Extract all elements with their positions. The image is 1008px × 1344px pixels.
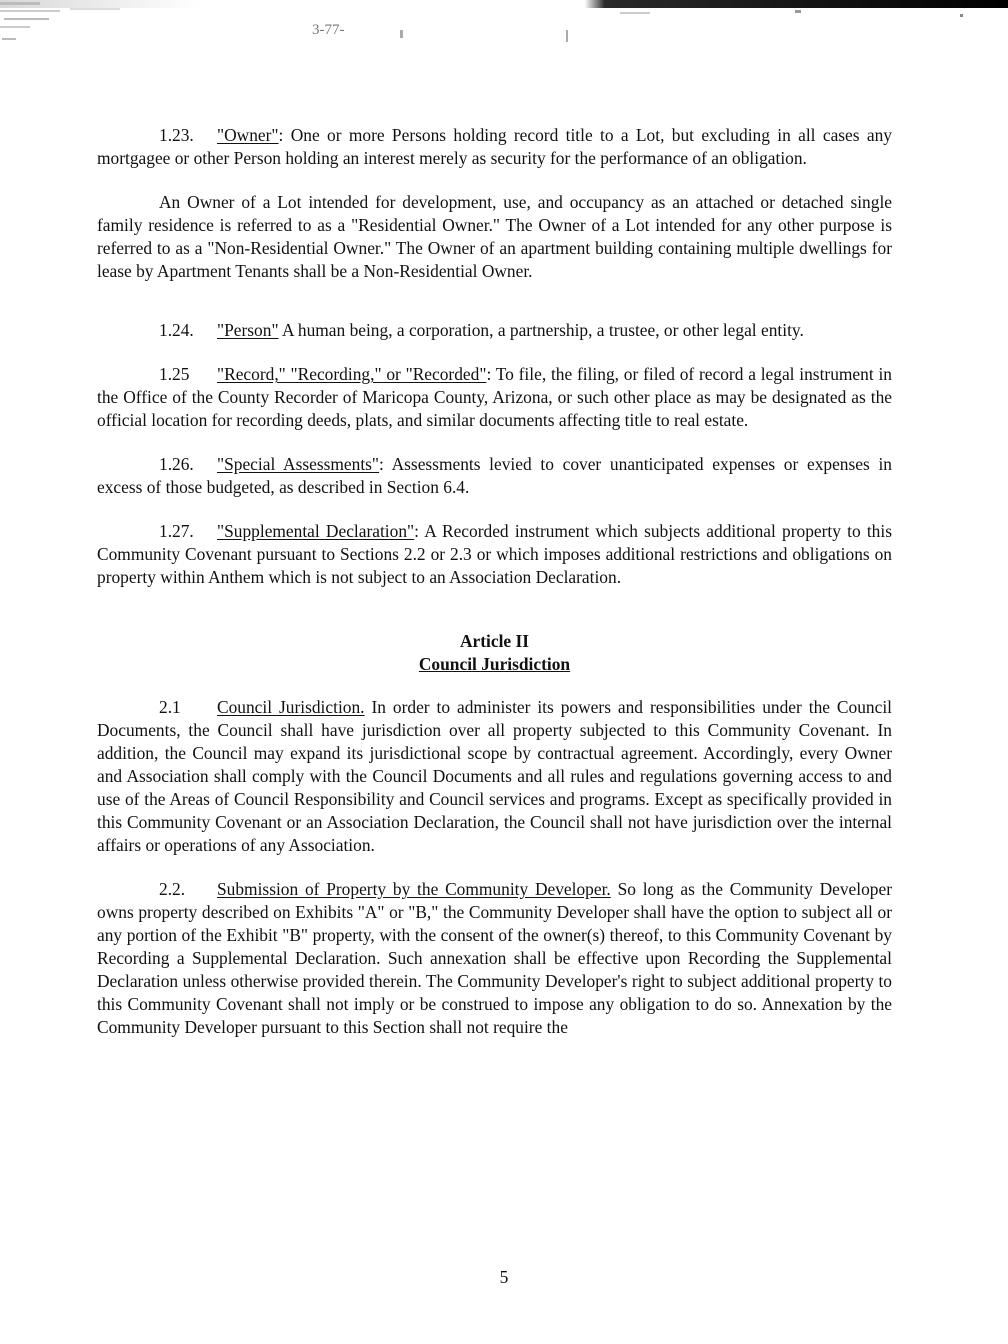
article-heading (97, 630, 892, 676)
definition-text: One or more Persons holding record title to a Lot, but excluding in all cases any mortgagee or other Person holding an interest merely as security for the performance of an obligation. (97, 125, 892, 168)
definition-text: To file, the filing, or filed of record a legal instrument in the Office of the County Recorder of Maricopa County, Arizona, or such other place as may be designated as the official location for recording deeds, plats, and similar documents affecting title to real estate. (97, 364, 892, 430)
section-heading: Council Jurisdiction. (217, 697, 365, 717)
defined-term: "Person" (217, 320, 279, 340)
definition-text: A Recorded instrument which subjects additional property to this Community Covenant pursuant to Sections 2.2 or 2.3 or which imposes additional restrictions and obligations on property within Anthem which is not subject to an Association Declaration. (97, 521, 892, 587)
section-text: So long as the Community Developer owns property described on Exhibits "A" or "B," the Community Developer shall have the option to subject all or any portion of the Exhibit "B" property, with the consent of the owner(s) thereof, to this Community Covenant by Recording a Supplemental Declaration. Such annexation shall be effective upon Recording the Supplemental Declaration unless otherwise provided therein. The Community Developer's right to subject additional property to this Community Covenant shall not imply or be construed to impose any obligation to do so. Annexation by the Community Developer pursuant to this Section shall not require the (97, 879, 892, 1037)
definition-1-25: 1.25 "Record," "Recording," or "Recorded": To file, the filing, or filed of record a legal instrument in the Office of the County Recorder of Maricopa County, Arizona, or such other place as may be designated as the official location for recording deeds, plats, and similar documents affecting title to real estate. (97, 364, 892, 430)
scan-noise-marks (0, 0, 1008, 50)
header-noise-text: 3-77- (312, 22, 345, 38)
section-text: In order to administer its powers and responsibilities under the Council Documents, the Council shall have jurisdiction over all property subjected to this Community Covenant. In addition, the Council may expand its jurisdictional scope by contractual agreement. Accordingly, every Owner and Association shall comply with the Council Documents and all rules and regulations governing access to and use of the Areas of Council Responsibility and Council services and programs. Except as specifically provided in this Community Covenant or an Association Declaration, the Council shall not have jurisdiction over the internal affairs or operations of any Association. (97, 697, 892, 855)
defined-term: "Supplemental Declaration" (217, 521, 415, 541)
page-number: 5 (499, 1267, 509, 1287)
section-heading: Submission of Property by the Community Developer. (217, 879, 611, 899)
definition-1-27: 1.27. "Supplemental Declaration": A Recorded instrument which subjects additional property to this Community Covenant pursuant to Sections 2.2 or 2.3 or which imposes additional restrictions and obligations on property within Anthem which is not subject to an Association Declaration. (97, 521, 892, 587)
definition-1-23: 1.23. "Owner": One or more Persons holding record title to a Lot, but excluding in all cases any mortgagee or other Person holding an interest merely as security for the performance of an obligation. (97, 125, 892, 168)
defined-term: "Record," "Recording," or "Recorded" (217, 364, 487, 384)
definition-text: A human being, a corporation, a partnership, a trustee, or other legal entity. (281, 320, 804, 340)
owner-continuation-paragraph: An Owner of a Lot intended for development, use, and occupancy as an attached or detached single family residence is referred to as a "Residential Owner." The Owner of a Lot intended for any other purpose is referred to as a "Non-Residential Owner." The Owner of an apartment building containing multiple dwellings for lease by Apartment Tenants shall be a Non-Residential Owner. (97, 192, 892, 281)
defined-term: "Owner" (217, 125, 279, 145)
definition-1-24: 1.24. "Person" A human being, a corporation, a partnership, a trustee, or other legal entity. (159, 320, 804, 340)
article-subtitle: Council Jurisdiction (418, 654, 571, 674)
article-title: Article II (459, 631, 530, 651)
section-2-2: 2.2. Submission of Property by the Community Developer. So long as the Community Developer owns property described on Exhibits "A" or "B," the Community Developer shall have the option to subject all or any portion of the Exhibit "B" property, with the consent of the owner(s) thereof, to this Community Covenant by Recording a Supplemental Declaration. Such annexation shall be effective upon Recording the Supplemental Declaration unless otherwise provided therein. The Community Developer's right to subject additional property to this Community Covenant shall not imply or be construed to impose any obligation to do so. Annexation by the Community Developer pursuant to this Section shall not require the (97, 879, 892, 1037)
definition-1-26: 1.26. "Special Assessments": Assessments levied to cover unanticipated expenses or expenses in excess of those budgeted, as described in Section 6.4. (97, 454, 892, 497)
document-body (97, 124, 892, 1060)
defined-term: "Special Assessments" (217, 454, 380, 474)
section-2-1: 2.1 Council Jurisdiction. In order to administer its powers and responsibilities under the Council Documents, the Council shall have jurisdiction over all property subjected to this Community Covenant. In addition, the Council may expand its jurisdictional scope by contractual agreement. Accordingly, every Owner and Association shall comply with the Council Documents and all rules and regulations governing access to and use of the Areas of Council Responsibility and Council services and programs. Except as specifically provided in this Community Covenant or an Association Declaration, the Council shall not have jurisdiction over the internal affairs or operations of any Association. (97, 697, 892, 855)
definition-text: Assessments levied to cover unanticipated expenses or expenses in excess of those budgeted, as described in Section 6.4. (97, 454, 892, 497)
